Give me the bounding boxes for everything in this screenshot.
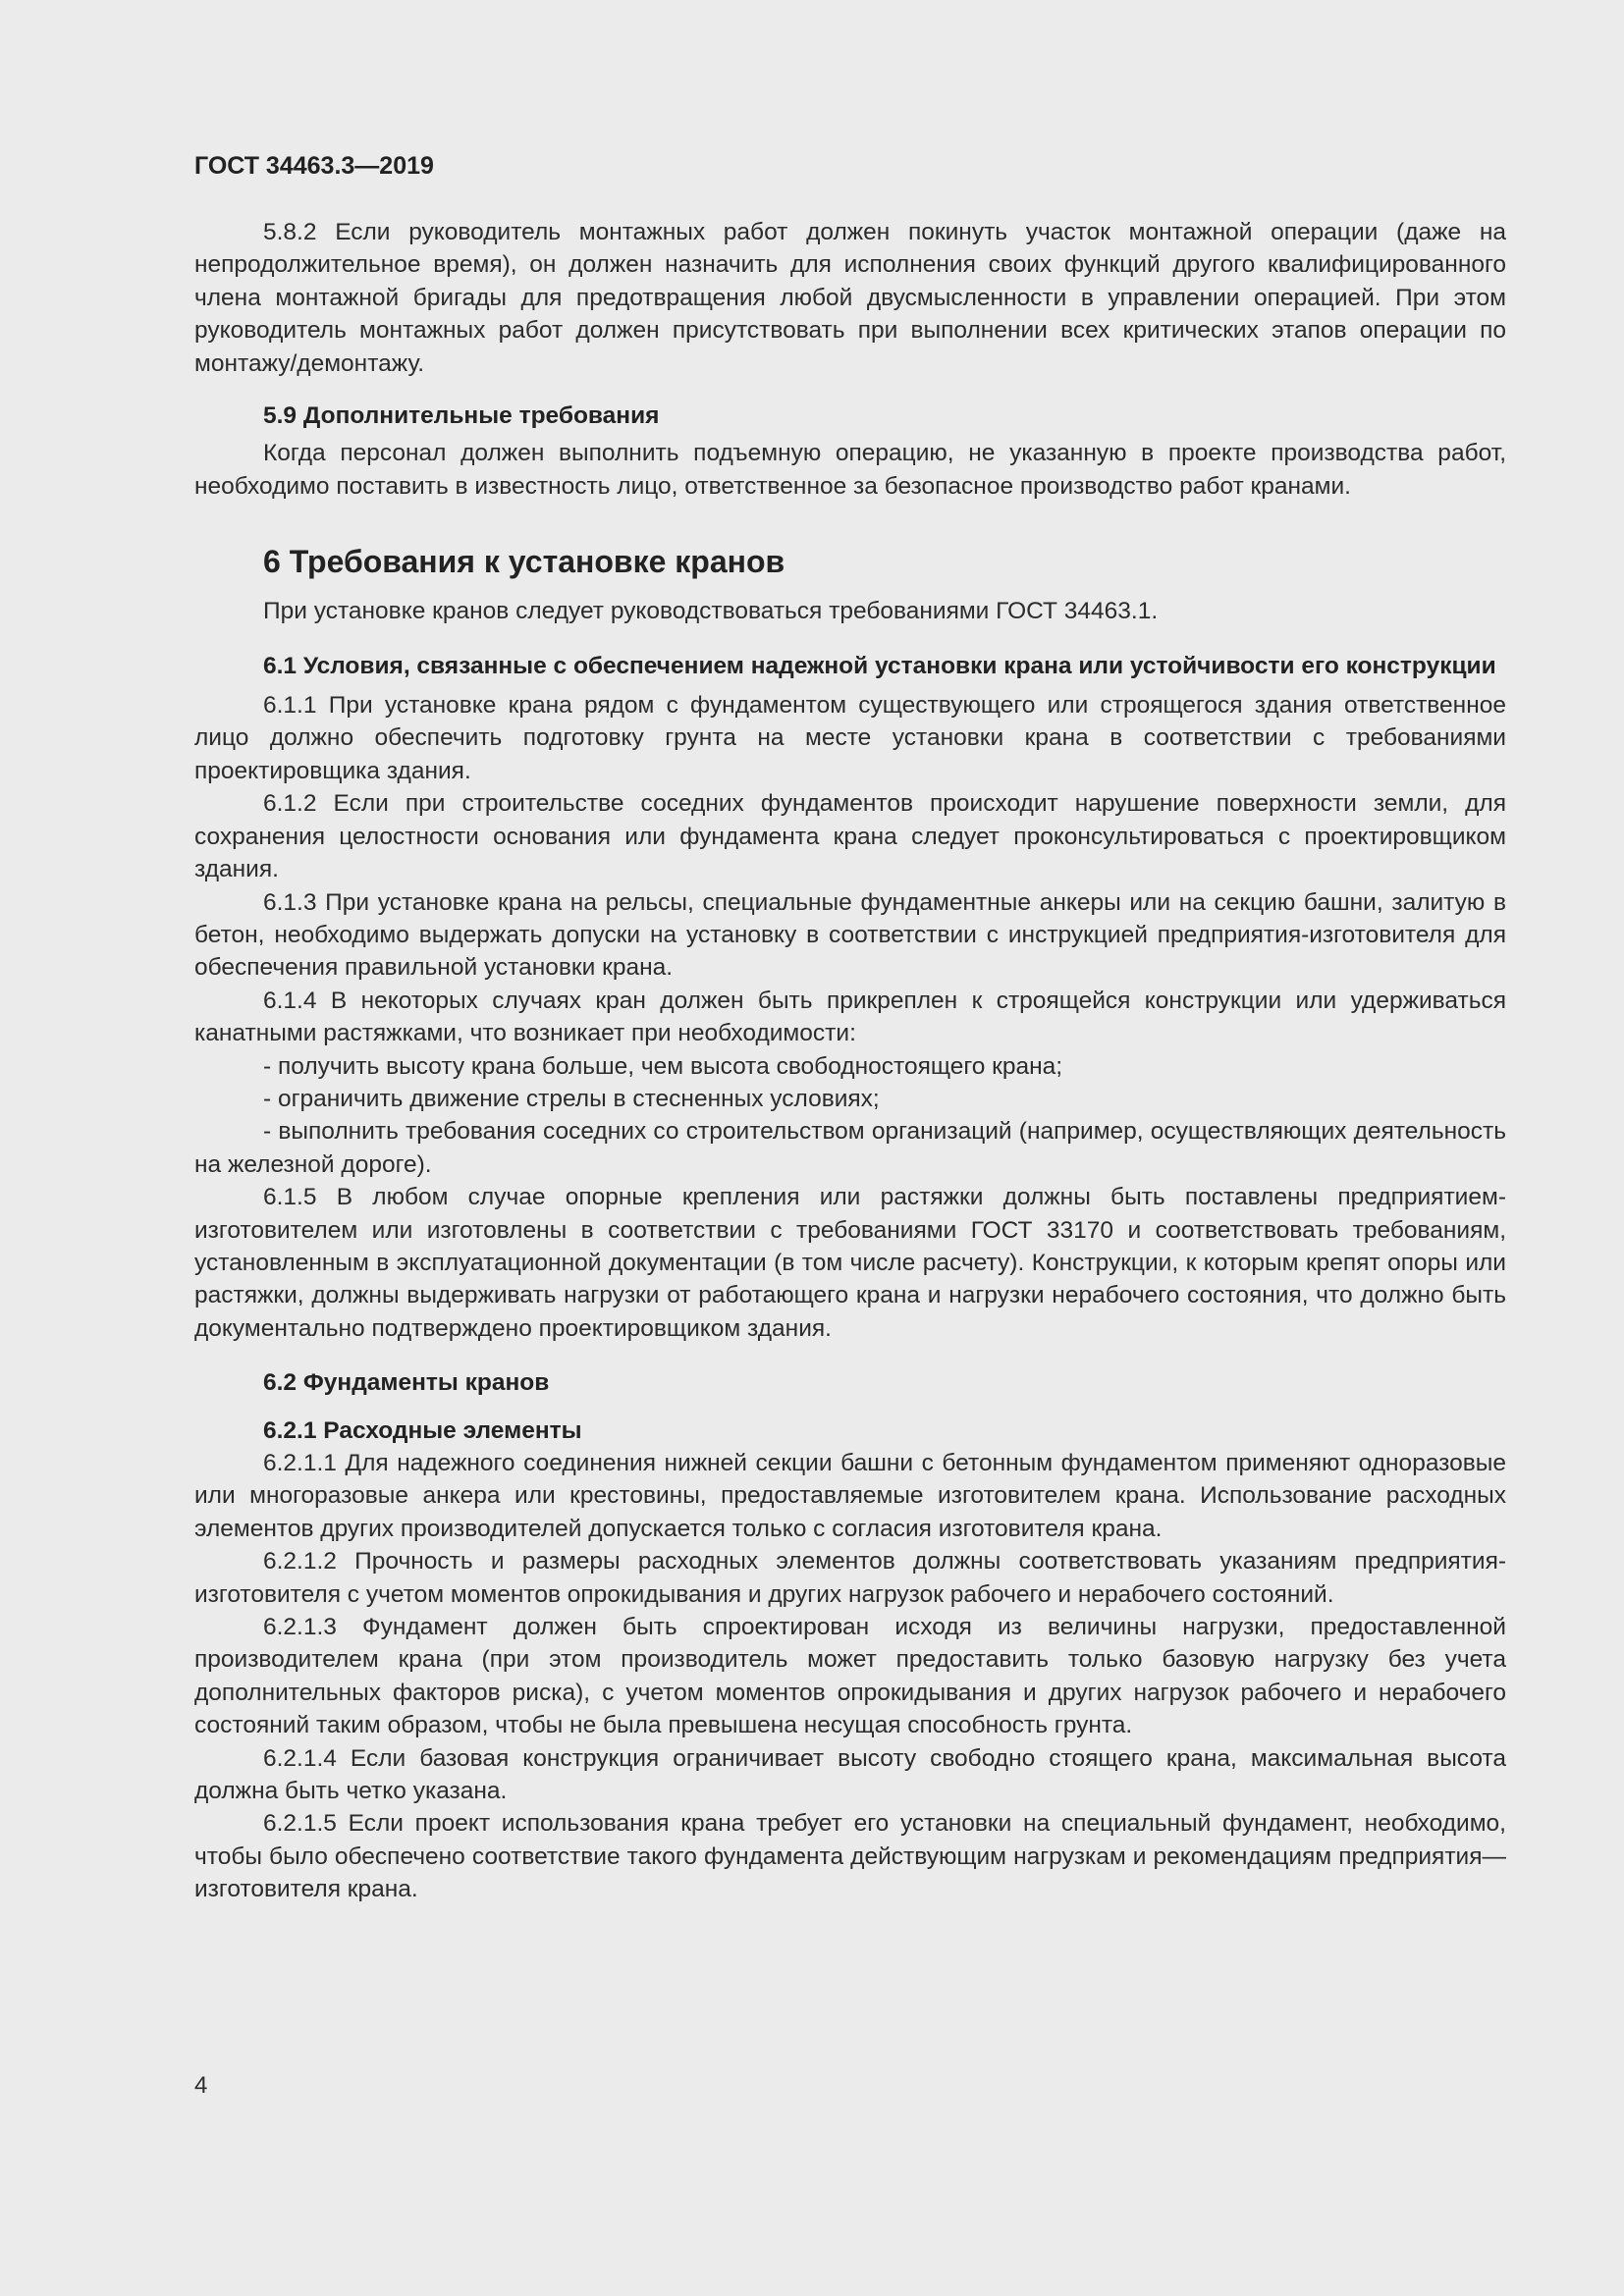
paragraph-6-2-1-1: 6.2.1.1 Для надежного соединения нижней секции башни с бетонным фундаментом применяют одноразовые или многоразовые анкера или крестовины, предоставляемые изготовителем крана. Использование расходных элементов других производителей допускается только с согласия изготовителя крана. [194,1450,1506,1542]
paragraph-6-2-1-2: 6.2.1.2 Прочность и размеры расходных элементов должны соответствовать указаниям предприятия-изготовителя с учетом моментов опрокидывания и других нагрузок рабочего и нерабочего состояний. [194,1548,1506,1608]
heading-5-9: 5.9 Дополнительные требования [263,402,660,430]
paragraph-6-2-1-4: 6.2.1.4 Если базовая конструкция ограничивает высоту свободно стоящего крана, максимальная высота должна быть четко указана. [194,1744,1506,1805]
list-item-1: - получить высоту крана больше, чем высота свободностоящего крана; [263,1052,1063,1080]
paragraph-6-1-1: 6.1.1 При установке крана рядом с фундаментом существующего или строящегося здания ответственное лицо должно обеспечить подготовку грунта на месте установки крана в соответствии с требованиями проектировщика здания. [194,692,1506,784]
list-item-3: - выполнить требования соседних со строительством организаций (например, осуществляющих деятельность на железной дороге). [194,1118,1506,1178]
paragraph-6-1-3: 6.1.3 При установке крана на рельсы, специальные фундаментные анкеры или на секцию башни, залитую в бетон, необходимо выдержать допуски на установку в соответствии с инструкцией предприятия-изготовителя для обеспечения правильной установки крана. [194,888,1506,982]
paragraph-6-intro: При установке кранов следует руководствоваться требованиями ГОСТ 34463.1. [263,598,1159,625]
paragraph-6-1-5: 6.1.5 В любом случае опорные крепления или растяжки должны быть поставлены предприятием-изготовителем или изготовлены в соответствии с требованиями ГОСТ 33170 и соответствовать требованиям, установленным в эксплуатационной документации (в том числе расчету). Конструкции, к которым крепят опоры или растяжки, должны выдерживать нагрузки от работающего крана и нагрузки нерабочего состояния, что должно быть документально подтверждено проектировщиком здания. [194,1184,1506,1342]
heading-6-2-1: 6.2.1 Расходные элементы [263,1416,582,1444]
paragraph-5-8-2: 5.8.2 Если руководитель монтажных работ должен покинуть участок монтажной операции (даже на непродолжительное время), он должен назначить для исполнения своих функций другого квалифицированного члена монтажной бригады для предотвращения любой двусмысленности в управлении операцией. При этом руководитель монтажных работ должен присутствовать при выполнении всех критических этапов операции по монтажу/демонтажу. [194,219,1506,377]
paragraph-5-9: Когда персонал должен выполнить подъемную операцию, не указанную в проекте производства работ, необходимо поставить в известность лицо, ответственное за безопасное производство работ кранами. [194,440,1506,500]
paragraph-6-1-2: 6.1.2 Если при строительстве соседних фундаментов происходит нарушение поверхности земли, для сохранения целостности основания или фундамента крана следует проконсультироваться с проектировщиком здания. [194,790,1506,883]
heading-6-2: 6.2 Фундаменты кранов [263,1369,550,1397]
paragraph-6-2-1-3: 6.2.1.3 Фундамент должен быть спроектирован исходя из величины нагрузки, предоставленной производителем крана (при этом производитель может предоставить только базовую нагрузку без учета дополнительных факторов риска), с учетом моментов опрокидывания и других нагрузок рабочего и нерабочего состояний таким образом, чтобы не была превышена несущая способность грунта. [194,1614,1506,1739]
heading-6-1: 6.1 Условия, связанные с обеспечением надежной установки крана или устойчивости его конструкции [263,652,1496,679]
paragraph-6-1-4: 6.1.4 В некоторых случаях кран должен быть прикреплен к строящейся конструкции или удерживаться канатными растяжками, что возникает при необходимости: [194,987,1506,1047]
paragraph-6-2-1-5: 6.2.1.5 Если проект использования крана требует его установки на специальный фундамент, необходимо, чтобы было обеспечено соответствие такого фундамента действующим нагрузкам и рекомендациям предприятия—изготовителя крана. [194,1810,1506,1903]
standard-header: ГОСТ 34463.3—2019 [194,152,434,180]
heading-section-6: 6 Требования к установке кранов [263,544,785,580]
page-number: 4 [194,2072,208,2099]
list-item-2: - ограничить движение стрелы в стесненных условиях; [263,1085,880,1112]
